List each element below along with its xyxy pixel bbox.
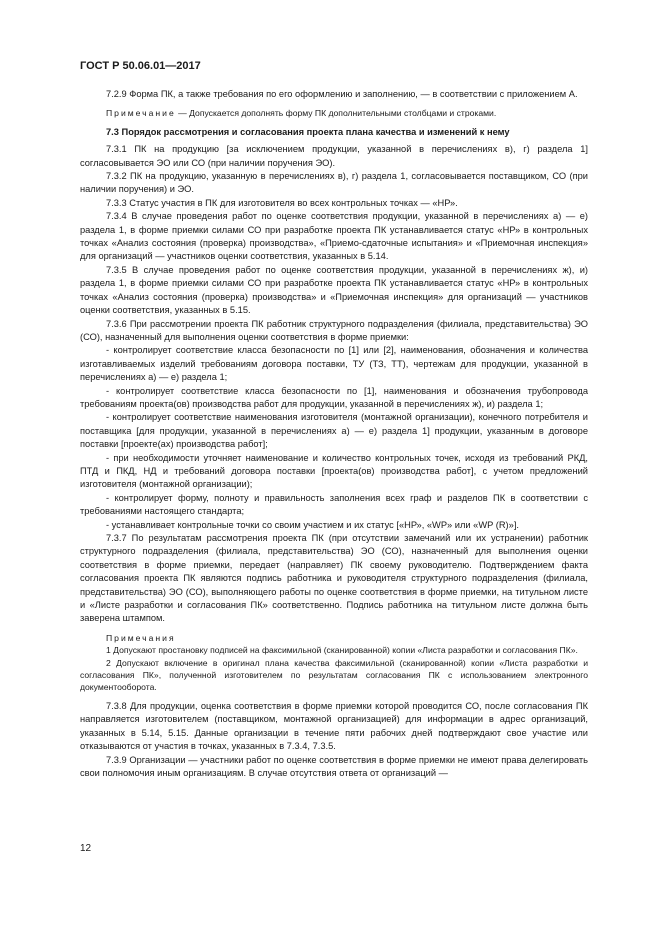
paragraph-7-3-1: 7.3.1 ПК на продукцию [за исключением продукции, указанной в перечислениях в), г) раздела 1] согласовывается ЭО или СО (при наличии поручения ЭО). [80, 144, 588, 168]
paragraph-7-3-7: 7.3.7 По результатам рассмотрения проекта ПК (при отсутствии замечаний или их устранении) работник структурного подразделения (филиала, представительства) ЭО (СО), назначенный для выполнения оценки соответствия в форме приемки, передает (направляет) ПК своему руководителю. Подтверждением факта согласования проекта ПК являются подпись работника и руководителя структурного подразделения (филиала, представительства) ЭО (СО), выполняющего работы по оценке соответствия в форме приемки, на титульном листе и «Листе разработки и согласования ПК» соответственно. Подпись работника на титульном листе должна быть заверена штампом. [80, 533, 588, 624]
section-heading-7-3: 7.3 Порядок рассмотрения и согласования проекта плана качества и изменений к нему [106, 126, 510, 137]
note-item-1: 1 Допускают простановку подписей на факсимильной (сканированной) копии «Листа разработки и согласования ПК». [106, 645, 578, 656]
paragraph-7-3-4: 7.3.4 В случае проведения работ по оценке соответствия продукции, указанной в перечислениях а) — е) раздела 1, в форме приемки силами СО при разработке проекта ПК устанавливается статус «НР» в контрольных точках «Анализ состояния (проверка) производства», «Приемо-сдаточные испытания» и «Приемочная инспекция» для организаций — участников оценки соответствия, указанных в 5.14. [80, 211, 588, 262]
notes-label: Примечания [106, 632, 176, 643]
list-item: - при необходимости уточняет наименование и количество контрольных точек, исходя из требований РКД, ПТД и ПКД, НД и требований договора поставки [проекта(ов) производства работ], с учетом предложений изготовителя (монтажной организации); [80, 452, 588, 490]
paragraph-7-3-2: 7.3.2 ПК на продукцию, указанную в перечислениях в), г) раздела 1, согласовывается поставщиком, СО (при наличии поручения) и ЭО. [80, 171, 588, 195]
list-item: - контролирует соответствие класса безопасности по [1] или [2], наименования, обозначения и количества изготавливаемых изделий требованиям договора поставки, ТУ (ТЗ, ТТ), чертежам для продукции, указанной в перечислениях а) — е) раздела 1; [80, 345, 588, 383]
paragraph-7-3-5: 7.3.5 В случае проведения работ по оценке соответствия продукции, указанной в перечислениях ж), и) раздела 1, в форме приемки силами СО при разработке проекта ПК устанавливается статус «НР» в контрольных точках «Анализ состояния (проверка) производства» и «Приемочная инспекция» для организаций — участников оценки соответствия, указанных в 5.15. [80, 264, 588, 316]
paragraph-7-3-3: 7.3.3 Статус участия в ПК для изготовителя во всех контрольных точках — «НР». [106, 197, 458, 208]
note-7-2-9 [80, 107, 588, 119]
list-item: - контролирует соответствие класса безопасности по [1], наименования и обозначения трубопровода требованиям проекта(ов) производства работ для продукции, указанной в перечислениях ж), и) раздела 1; [80, 385, 588, 409]
paragraph-7-2-9: 7.2.9 Форма ПК, а также требования по его оформлению и заполнению, — в соответствии с приложением А. [106, 89, 578, 99]
note-text: — Допускается дополнять форму ПК дополнительными столбцами и строками. [175, 108, 497, 119]
list-item: - контролирует форму, полноту и правильность заполнения всех граф и разделов ПК в соответствии с требованиями настоящего стандарта; [80, 492, 588, 517]
note-item-2: 2 Допускают включение в оригинал плана качества факсимильной (сканированной) копии «Листа разработки и согласования ПК», полученной изготовителем по результатам согласования ПК с использованием электронного документооборота. [80, 657, 588, 693]
paragraph-7-3-6: 7.3.6 При рассмотрении проекта ПК работник структурного подразделения (филиала, представительства) ЭО (СО), назначенный для выполнения оценки соответствия в форме приемки: [80, 318, 588, 342]
document-header: ГОСТ Р 50.06.01—2017 [80, 60, 201, 72]
list-item: - устанавливает контрольные точки со своим участием и их статус [«НР», «WP» или «WP (R)»]. [106, 519, 519, 530]
list-item: - контролирует соответствие наименования изготовителя (монтажной организации), конечного потребителя и поставщика [для продукции, указанной в перечислениях а) — е) раздела 1] продукции, указанным в договоре поставки [проекте(ах) производства работ]; [80, 412, 588, 450]
page-number: 12 [80, 843, 92, 854]
page-content [80, 88, 588, 780]
paragraph-7-3-8: 7.3.8 Для продукции, оценка соответствия в форме приемки которой проводится СО, после согласования ПК направляется изготовителем (поставщиком, монтажной организацией) для информации в адрес организаций, указанных в 5.14, 5.15. Данные организации в течение пяти рабочих дней подтверждают свое участие или отказываются от участия в точках, указанных в 7.3.4, 7.3.5. [80, 700, 588, 752]
note-label: Примечание [106, 108, 176, 119]
paragraph-7-3-9: 7.3.9 Организации — участники работ по оценке соответствия в форме приемки не имеют права делегировать свои полномочия иным организациям. В случае отсутствия ответа от организаций — [80, 754, 588, 778]
